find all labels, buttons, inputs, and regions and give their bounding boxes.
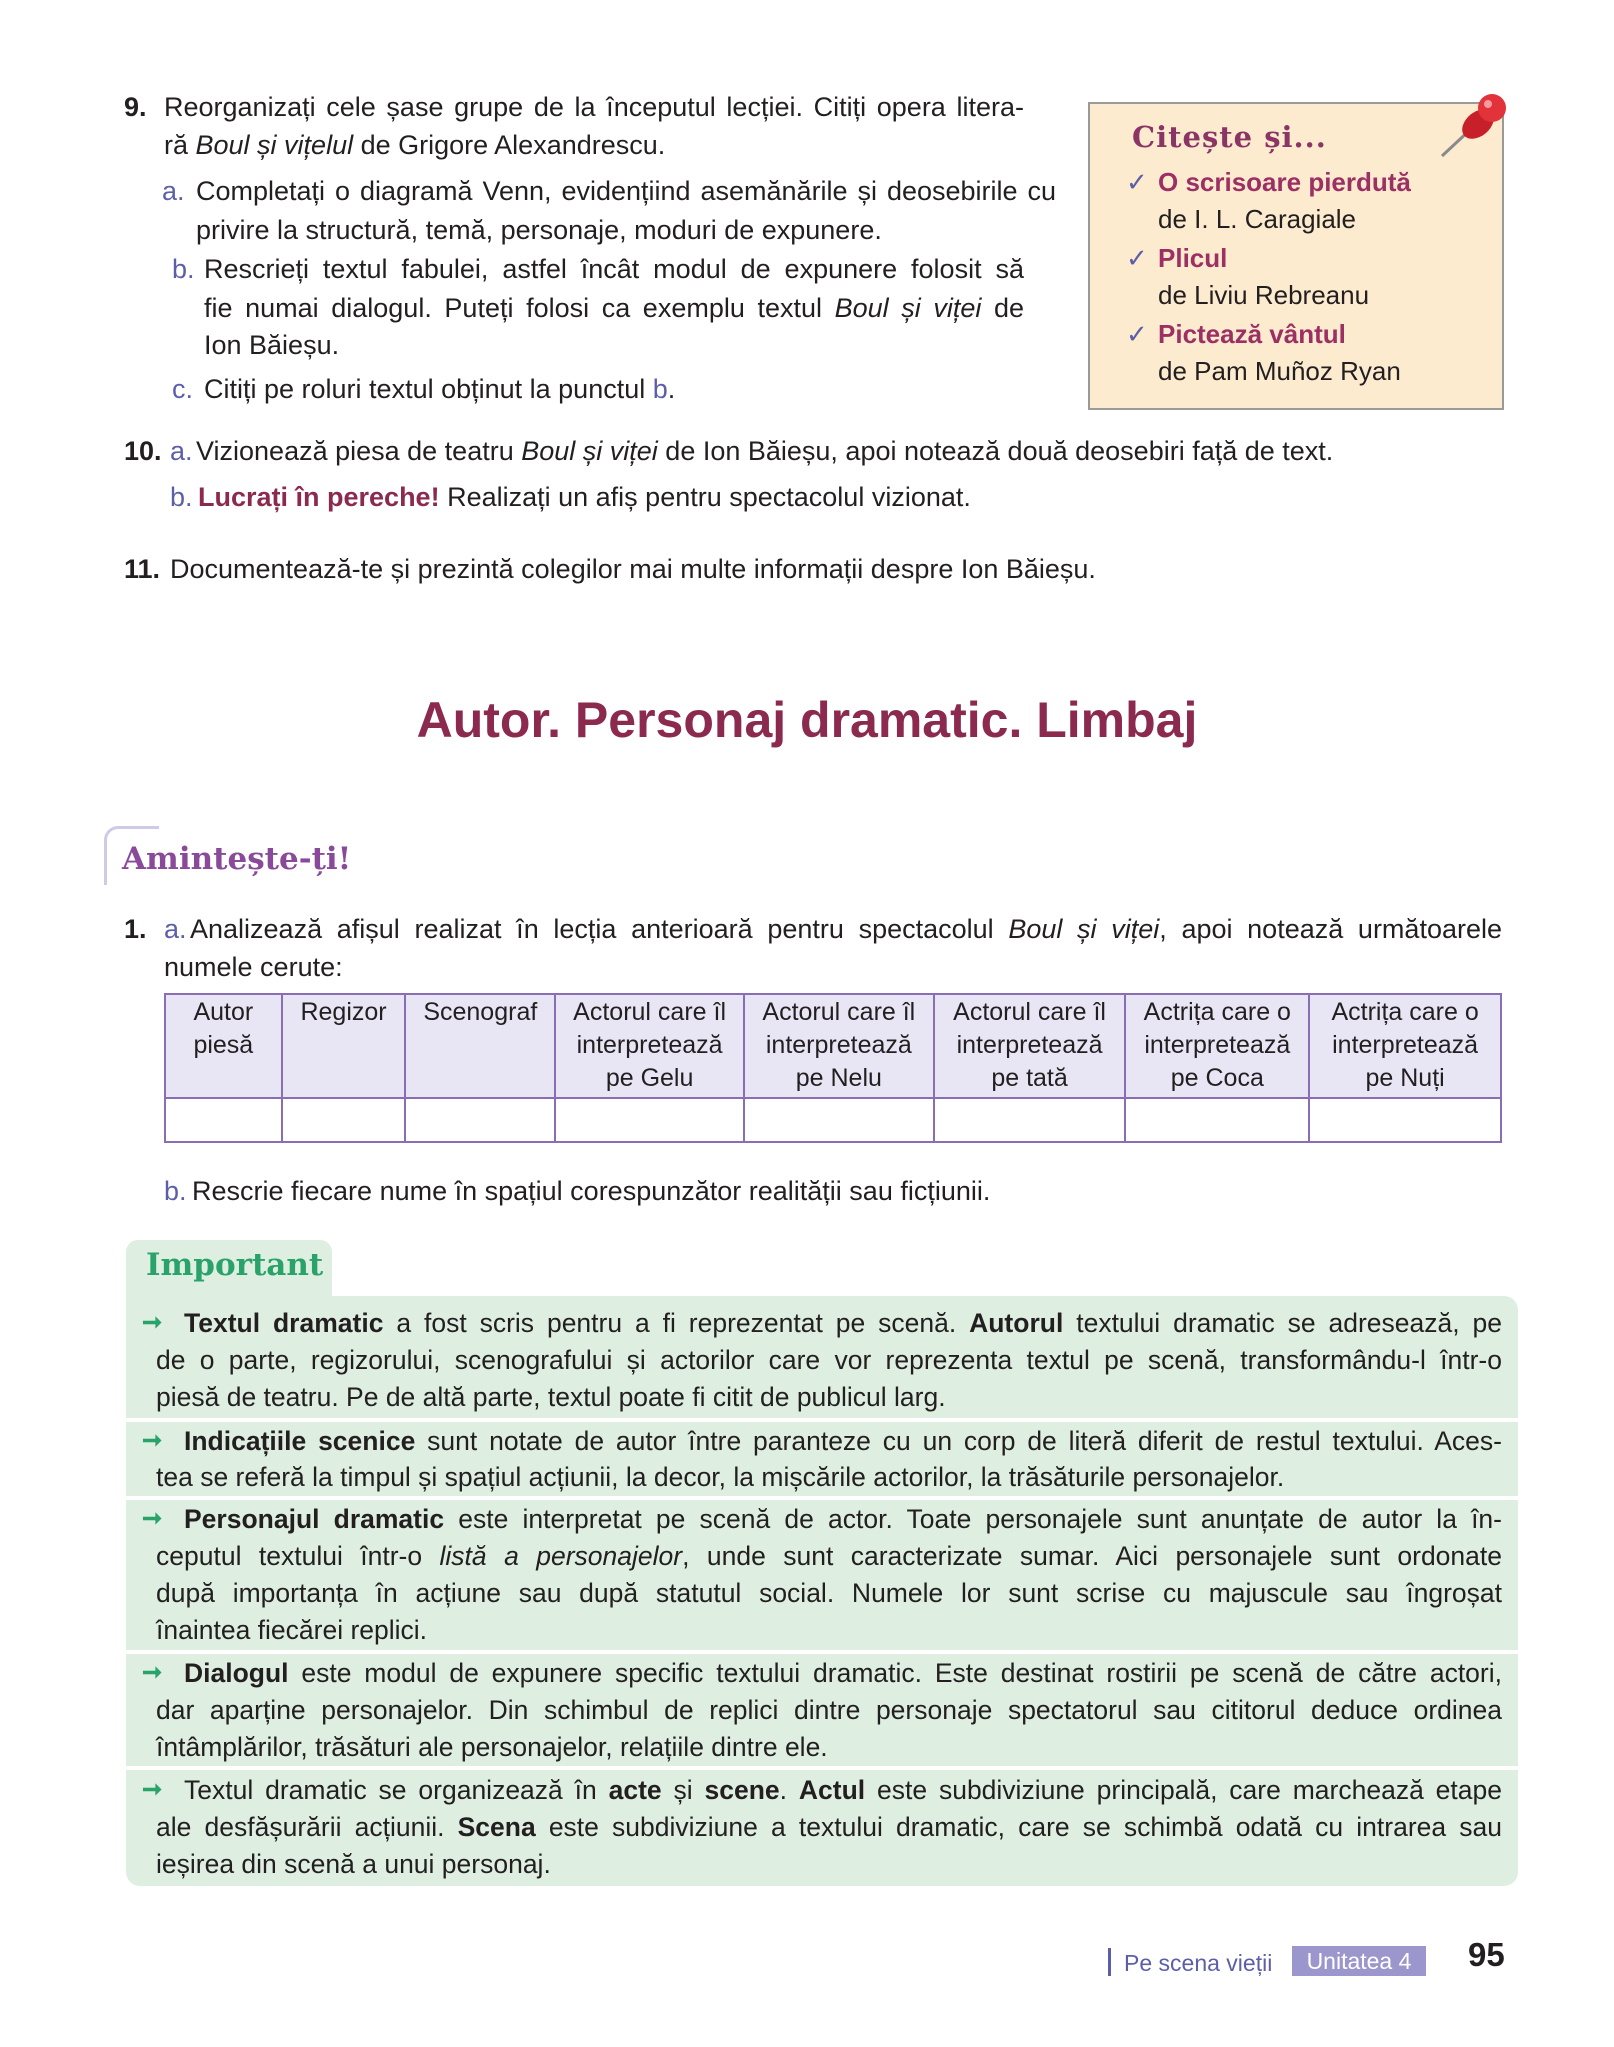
exercise-number: 11. [124,554,161,584]
important-text: Indicațiile scenice sunt notate de autor între paranteze cu un corp de literă diferit de restul textului. Aces- [184,1426,1502,1456]
subpoint-label: b. [170,482,193,512]
important-text: tea se referă la timpul și spațiul acțiunii, la decor, la mișcările actorilor, la trăsăturile personajelor. [156,1462,1285,1492]
arrow-icon: ➞ [142,1309,163,1336]
footer-section: Pe scena vieții [1124,1950,1273,1976]
important-text: Dialogul este modul de expunere specific textului dramatic. Este destinat rostirii pe scenă de către actori, [184,1658,1502,1688]
important-text: Textul dramatic a fost scris pentru a fi reprezentat pe scenă. Autorul textului dramatic se adresează, pe [184,1308,1502,1338]
subpoint-text: Analizează afișul realizat în lecția anterioară pentru spectacolul Boul și viței, apoi notează următoarele [190,914,1502,944]
subpoint-text: Ion Băieșu. [204,330,340,360]
important-text: ale desfășurării acțiunii. Scena este subdiviziune a textului dramatic, care se schimbă odată cu intrarea sau [156,1812,1503,1842]
exercise-text: Reorganizați cele șase grupe de la începutul lecției. Citiți opera litera- [164,92,1024,122]
footer-divider [1108,1948,1111,1976]
check-icon: ✓ [1126,167,1148,197]
table-header-row [165,994,1501,1098]
subpoint-text: Rescrieți textul fabulei, astfel încât modul de expunere folosit să [204,254,1024,284]
pushpin-icon [1432,92,1512,166]
empty-answer-cell[interactable] [405,1098,555,1142]
empty-answer-cell[interactable] [934,1098,1126,1142]
exercise-number: 1. [124,914,147,944]
table-header-cell: Actorul care îl interpretează pe Gelu [555,994,744,1098]
subpoint-text: Completați o diagramă Venn, evidențiind asemănările și deosebirile cu [196,176,1056,206]
arrow-icon: ➞ [142,1505,163,1532]
table-header-cell: Actorul care îl interpretează pe tată [934,994,1126,1098]
subpoint-text: fie numai dialogul. Puteți folosi ca exemplu textul Boul și viței de [204,293,1024,323]
exercise-number: 9. [124,92,147,122]
subpoint-text: Lucrați în pereche! Realizați un afiș pentru spectacolul vizionat. [198,482,971,512]
table-header-cell: Autor piesă [165,994,282,1098]
table-header-cell: Regizor [282,994,406,1098]
empty-answer-cell[interactable] [165,1098,282,1142]
empty-answer-cell[interactable] [282,1098,406,1142]
subpoint-text: privire la structură, temă, personaje, moduri de expunere. [196,215,882,245]
reading-item [1126,316,1401,390]
reading-item [1126,164,1411,238]
reading-item [1126,240,1369,314]
important-title: Important [146,1247,324,1283]
important-text: înaintea fiecărei replici. [156,1615,428,1645]
important-text: Personajul dramatic este interpretat pe scenă de actor. Toate personajele sunt anunțate de autor la în- [184,1504,1502,1534]
important-text: întâmplărilor, trăsături ale personajelor, relațiile dintre ele. [156,1732,828,1762]
subpoint-label: a. [162,176,185,206]
table-header-cell: Actorul care îl interpretează pe Nelu [744,994,934,1098]
table-header-cell: Actrița care o interpretează pe Nuți [1309,994,1501,1098]
book-title: O scrisoare pierdută [1158,167,1411,197]
important-text: piesă de teatru. Pe de altă parte, textul poate fi citit de publicul larg. [156,1382,946,1412]
empty-answer-cell[interactable] [1309,1098,1501,1142]
subpoint-label: a. [170,436,193,466]
subpoint-text: numele cerute: [164,952,343,982]
subpoint-label: a. [164,914,187,944]
table-header-cell: Scenograf [405,994,555,1098]
book-author: de Pam Muñoz Ryan [1158,356,1401,386]
important-text: Textul dramatic se organizează în acte și scene. Actul este subdiviziune principală, care marchează etape [184,1775,1502,1805]
lesson-title: Autor. Personaj dramatic. Limbaj [416,692,1198,748]
empty-answer-cell[interactable] [1125,1098,1309,1142]
exercise-text: ră Boul și vițelul de Grigore Alexandrescu. [164,130,666,160]
arrow-icon: ➞ [142,1659,163,1686]
important-text: dar aparține personajelor. Din schimbul de replici dintre personaje spectatorul sau cititorul deduce ordinea [156,1695,1502,1725]
book-author: de Liviu Rebreanu [1158,280,1370,310]
book-author: de I. L. Caragiale [1158,204,1357,234]
table-row [165,1098,1501,1142]
arrow-icon: ➞ [142,1427,163,1454]
important-text: după importanța în acțiune sau după statutul social. Numele lor sunt scrise cu majuscule sau îngroșat [156,1578,1502,1608]
book-title: Pictează vântul [1158,319,1346,349]
check-icon: ✓ [1126,243,1148,273]
table-header-cell: Actrița care o interpretează pe Coca [1125,994,1309,1098]
subpoint-label: c. [172,374,194,404]
important-text: ieșirea din scenă a unui personaj. [156,1849,551,1879]
empty-answer-cell[interactable] [744,1098,934,1142]
arrow-icon: ➞ [142,1776,163,1803]
divider [126,1766,1518,1770]
important-text: ceputul textului într-o listă a personajelor, unde sunt caracterizate sumar. Aici personajele sunt ordonate [156,1541,1503,1571]
reading-suggestions-title: Citește și... [1132,120,1327,154]
page-number: 95 [1468,1936,1505,1973]
subpoint-label: b. [164,1176,187,1206]
subpoint-label: b. [172,254,195,284]
subpoint-text: Rescrie fiecare nume în spațiul corespunzător realității sau ficțiunii. [192,1176,991,1206]
footer-unit-badge: Unitatea 4 [1292,1946,1426,1976]
subpoint-text: Vizionează piesa de teatru Boul și viței de Ion Băieșu, apoi notează două deosebiri față de text. [196,436,1334,466]
exercise-number: 10. [124,436,162,466]
check-icon: ✓ [1126,319,1148,349]
important-text: de o parte, regizorului, scenografului și actorilor care vor reprezenta textul pe scenă, transformându-l într-o [156,1345,1502,1375]
exercise-text: Documentează-te și prezintă colegilor mai multe informații despre Ion Băieșu. [170,554,1096,584]
section-title-reminder: Amintește-ți! [122,841,352,877]
subpoint-text: Citiți pe roluri textul obținut la punctul b. [204,374,676,404]
empty-answer-cell[interactable] [555,1098,744,1142]
book-title: Plicul [1158,243,1228,273]
names-table [164,993,1502,1143]
